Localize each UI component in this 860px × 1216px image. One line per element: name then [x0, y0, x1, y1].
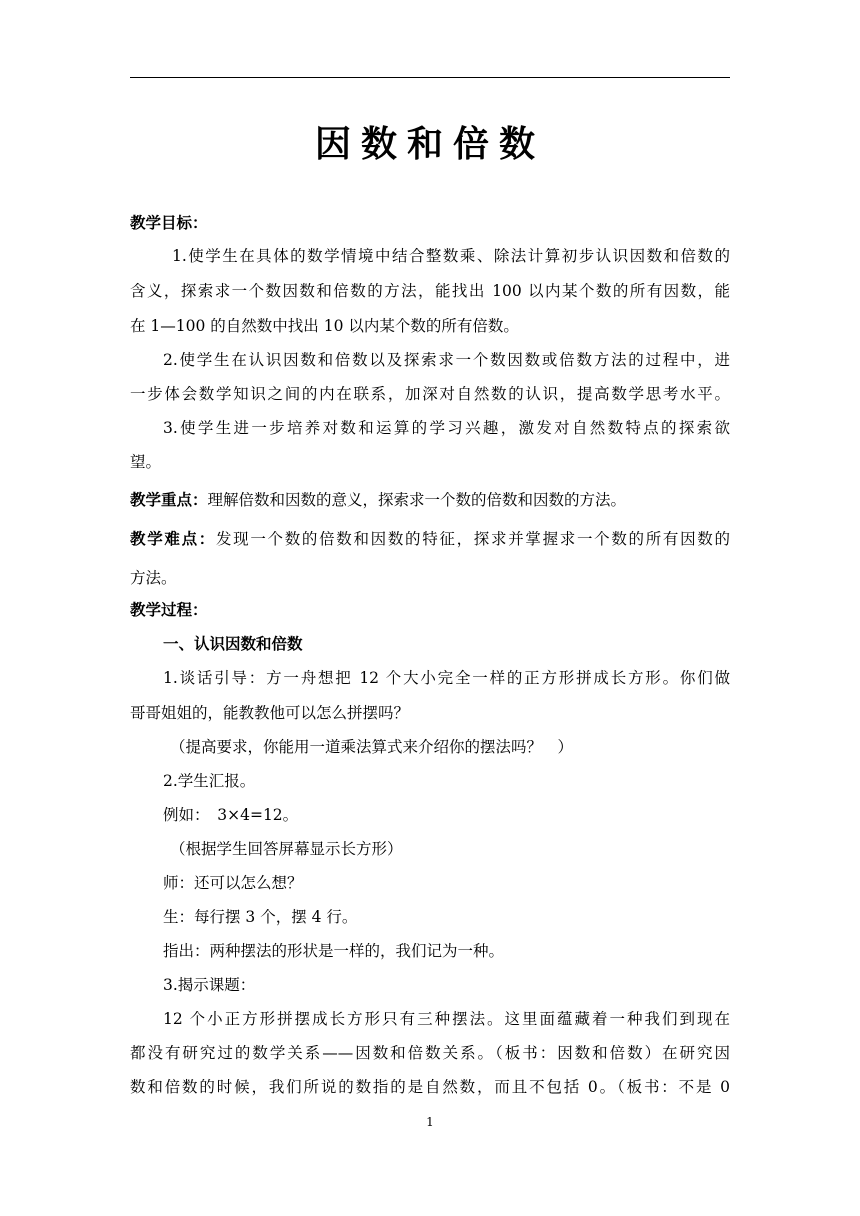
paragraph-3-line-3: 数和倍数的时候，我们所说的数指的是自然数，而且不包括 0。（板书：不是 0	[130, 1078, 730, 1096]
paragraph-1-line-1: 1.谈话引导：方一舟想把 12 个大小完全一样的正方形拼成长方形。你们做	[163, 669, 730, 687]
paragraph-2-example: 例如： 3×4=12。	[163, 806, 299, 824]
objective-3-line-2: 望。	[130, 453, 162, 471]
document-title: 因数和倍数	[314, 124, 545, 165]
objective-2-line-1: 2.使学生在认识因数和倍数以及探索求一个数因数或倍数方法的过程中，进	[163, 351, 730, 369]
difficulty-text-line-1: 发现一个数的倍数和因数的特征，探求并掌握求一个数的所有因数的	[215, 530, 730, 548]
objective-1-line-1: 1.使学生在具体的数学情境中结合整数乘、除法计算初步认识因数和倍数的	[172, 247, 730, 265]
objective-2-line-2: 一步体会数学知识之间的内在联系，加深对自然数的认识，提高数学思考水平。	[130, 385, 730, 403]
section-1-heading: 一、认识因数和倍数	[163, 635, 303, 653]
objective-3-line-1: 3.使学生进一步培养对数和运算的学习兴趣，激发对自然数特点的探索欲	[163, 419, 730, 437]
difficulty-paragraph	[130, 529, 730, 549]
objectives-heading: 教学目标：	[130, 214, 208, 232]
paragraph-2-note: （根据学生回答屏幕显示长方形）	[170, 840, 403, 858]
paragraph-3: 3.揭示课题：	[163, 976, 256, 994]
process-heading: 教学过程：	[130, 601, 208, 619]
key-point-paragraph	[130, 490, 626, 510]
difficulty-label: 教学难点：	[130, 530, 216, 548]
paragraph-1-note: （提高要求，你能用一道乘法算式来介绍你的摆法吗？ ）	[170, 738, 574, 756]
header-rule	[130, 77, 730, 78]
paragraph-3-line-1: 12 个小正方形拼摆成长方形只有三种摆法。这里面蕴藏着一种我们到现在	[163, 1010, 730, 1028]
paragraph-3-line-2: 都没有研究过的数学关系——因数和倍数关系。（板书：因数和倍数）在研究因	[130, 1044, 730, 1062]
difficulty-text-line-2: 方法。	[130, 569, 177, 587]
paragraph-2: 2.学生汇报。	[163, 772, 256, 790]
student-answer: 生：每行摆 3 个，摆 4 行。	[163, 908, 358, 926]
page-number: 1	[426, 1115, 434, 1129]
objective-1-line-3: 在 1—100 的自然数中找出 10 以内某个数的所有倍数。	[130, 317, 519, 335]
objective-1-line-2: 含义，探索求一个数因数和倍数的方法，能找出 100 以内某个数的所有因数，能	[130, 282, 730, 300]
paragraph-1-line-2: 哥哥姐姐的，能教教他可以怎么拼摆吗？	[130, 704, 410, 722]
point-out: 指出：两种摆法的形状是一样的，我们记为一种。	[163, 942, 505, 960]
teacher-question: 师：还可以怎么想？	[163, 874, 303, 892]
key-point-label: 教学重点：	[130, 491, 208, 509]
key-point-text: 理解倍数和因数的意义，探索求一个数的倍数和因数的方法。	[207, 491, 627, 509]
